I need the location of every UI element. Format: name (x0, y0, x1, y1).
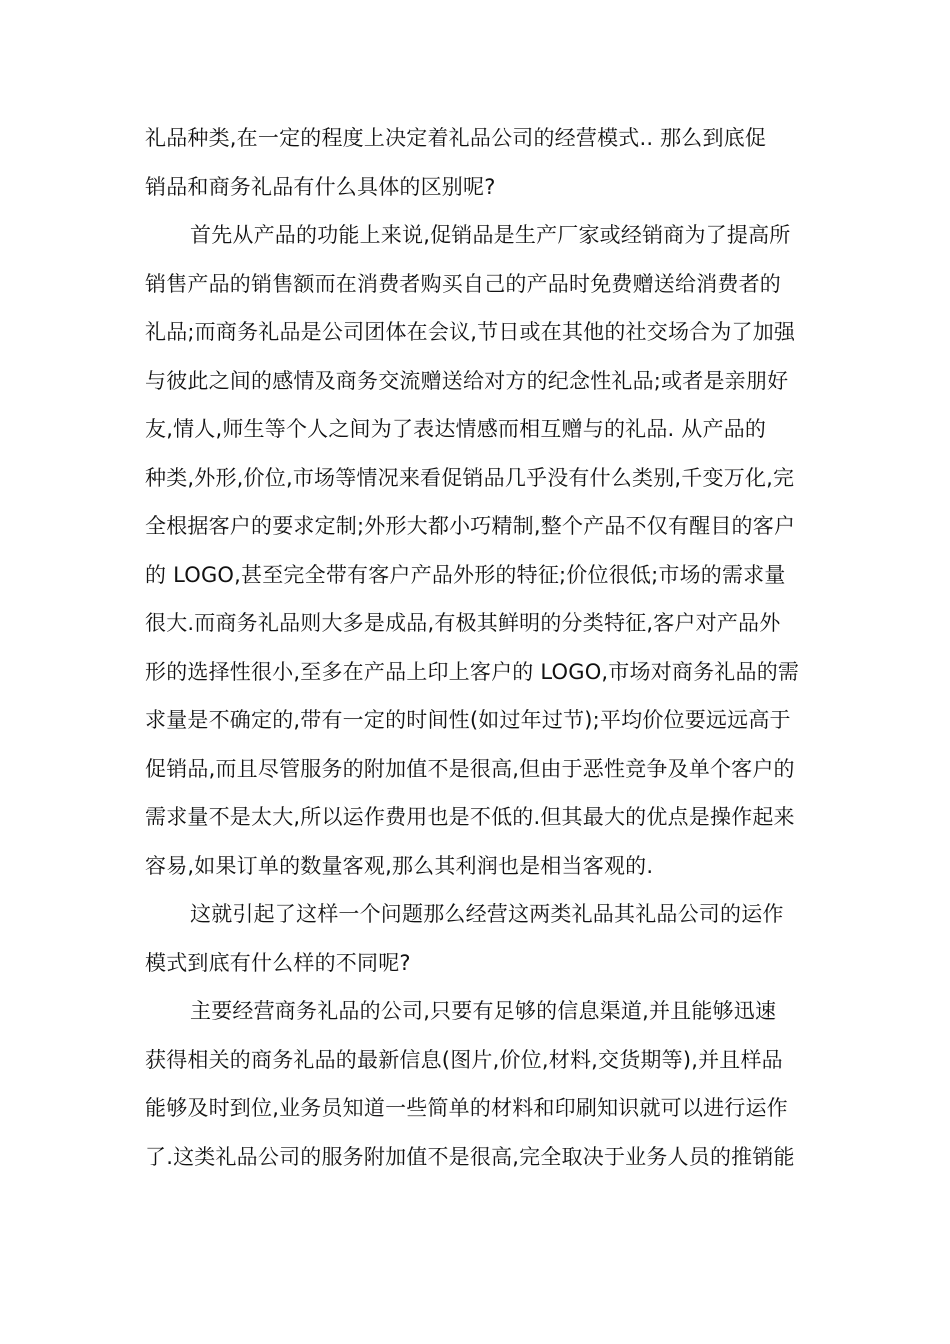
text-line: 销品和商务礼品有什么具体的区别呢? (145, 174, 496, 199)
text-line: 很大.而商务礼品则大多是成品,有极其鲜明的分类特征,客户对产品外 (145, 611, 781, 635)
text-line: 促销品,而且尽管服务的附加值不是很高,但由于恶性竞争及单个客户的 (145, 756, 795, 781)
text-line: 销售产品的销售额而在消费者购买自己的产品时免费赠送给消费者的 (145, 271, 781, 296)
text-line: 求量是不确定的,带有一定的时间性(如过年过节);平均价位要远远高于 (145, 708, 791, 732)
text-line: 了.这类礼品公司的服务附加值不是很高,完全取决于业务人员的推销能 (145, 1144, 795, 1169)
text-line: 能够及时到位,业务员知道一些简单的材料和印刷知识就可以进行运作 (145, 1096, 788, 1120)
text-line: 首先从产品的功能上来说,促销品是生产厂家或经销商为了提高所 (190, 223, 791, 247)
text-line: 模式到底有什么样的不同呢? (145, 950, 411, 975)
text-line: 与彼此之间的感情及商务交流赠送给对方的纪念性礼品;或者是亲朋好 (145, 368, 789, 393)
text-line: 容易,如果订单的数量客观,那么其利润也是相当客观的. (145, 853, 654, 878)
text-line: 的 LOGO,甚至完全带有客户产品外形的特征;价位很低;市场的需求量 (145, 562, 786, 587)
text-line: 礼品;而商务礼品是公司团体在会议,节日或在其他的社交场合为了加强 (145, 320, 796, 344)
text-line: 友,情人,师生等个人之间为了表达情感而相互赠与的礼品. 从产品的 (145, 417, 767, 441)
document-body (145, 114, 810, 1181)
text-line: 礼品种类,在一定的程度上决定着礼品公司的经营模式.. 那么到底促 (145, 126, 767, 150)
text-line: 形的选择性很小,至多在产品上印上客户的 LOGO,市场对商务礼品的需 (145, 659, 800, 684)
text-line: 获得相关的商务礼品的最新信息(图片,价位,材料,交货期等),并且样品 (145, 1047, 783, 1072)
text-line: 这就引起了这样一个问题那么经营这两类礼品其礼品公司的运作 (190, 902, 784, 926)
text-line: 需求量不是太大,所以运作费用也是不低的.但其最大的优点是操作起来 (145, 805, 795, 829)
text-line: 全根据客户的要求定制;外形大都小巧精制,整个产品不仅有醒目的客户 (145, 514, 796, 538)
text-line: 种类,外形,价位,市场等情况来看促销品几乎没有什么类别,千变万化,完 (145, 465, 795, 490)
text-line: 主要经营商务礼品的公司,只要有足够的信息渠道,并且能够迅速 (190, 999, 777, 1023)
